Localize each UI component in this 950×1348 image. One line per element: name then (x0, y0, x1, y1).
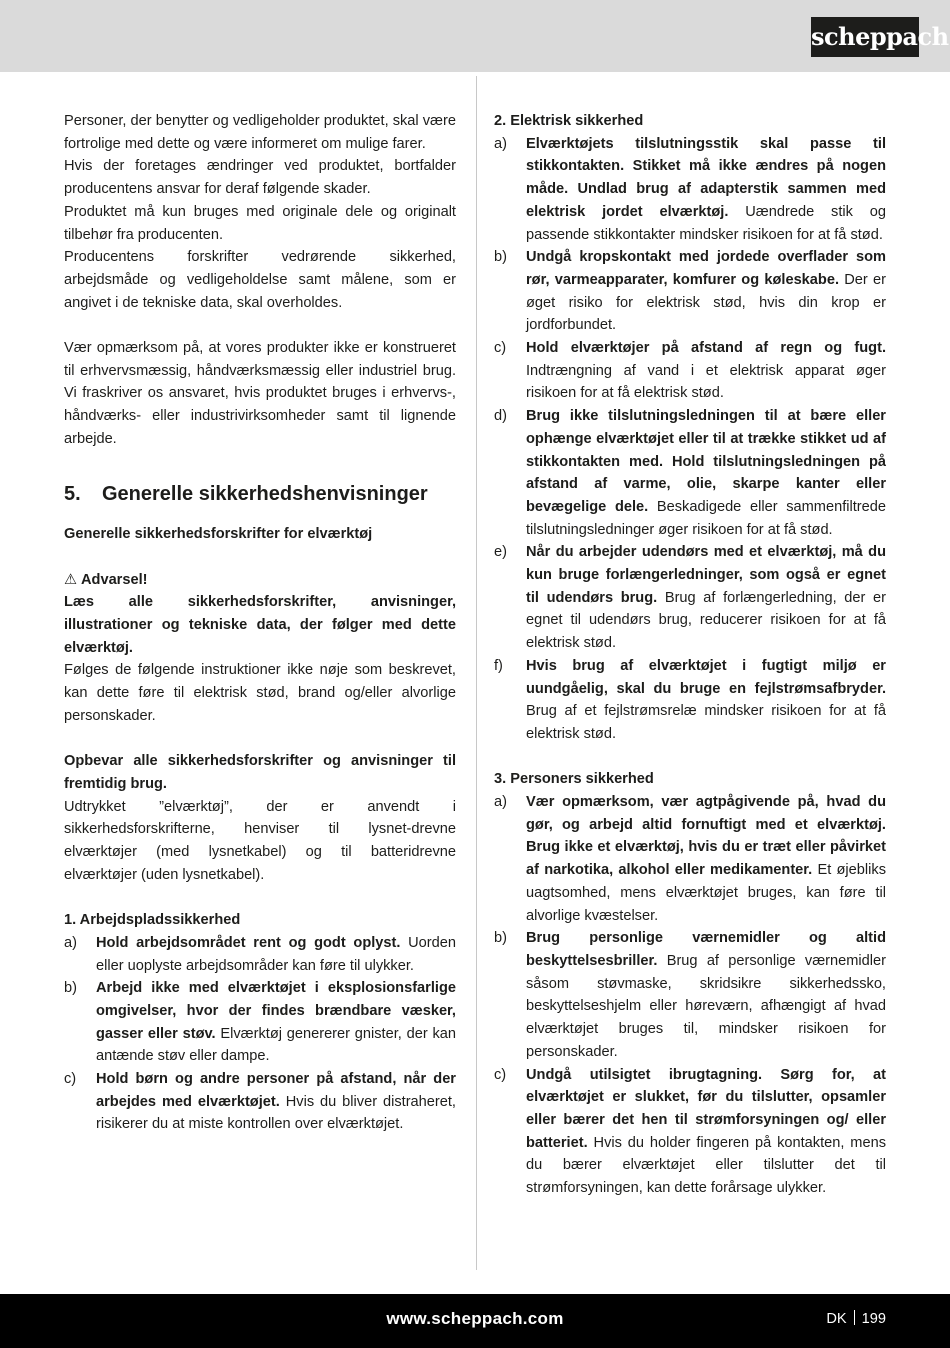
item-label: e) (494, 544, 507, 561)
item-label: b) (64, 980, 77, 997)
subsection-title: Generelle sikkerhedsforskrifter for elværktøj (64, 526, 373, 543)
item-label: b) (494, 930, 507, 947)
list-item (494, 337, 886, 405)
list-item (494, 133, 886, 247)
language-code: DK (826, 1311, 847, 1327)
warning-bold-text: Læs alle sikkerhedsforskrifter, anvisninger, illustrationer og tekniske data, der følger med dette elværktøj. (64, 594, 456, 656)
electric-safety-heading: 2. Elektrisk sikkerhed (494, 113, 644, 129)
left-column (64, 110, 456, 1136)
item-text: Der er øget risiko for elektrisk stød, hvis din krop er jordforbundet. (526, 271, 886, 334)
item-text: Brug af personlige værnemidler såsom støvmaske, skridsikre sikkerhedssko, beskyttelseshjelm eller høreværn, afhængigt af hvad elværktøjet bruges til, mindsker risikoen for personskader. (526, 953, 886, 1060)
item-bold: Hold børn og andre personer på afstand, når der arbejdes med elværktøjet. (96, 1071, 456, 1110)
column-divider (476, 76, 477, 1270)
section-number: 5. (64, 483, 81, 506)
item-bold: Arbejd ikke med elværktøjet i eksplosionsfarlige omgivelser, hvor der findes brændbare væsker, gasser eller støv. (96, 980, 456, 1042)
list-item (64, 977, 456, 1068)
warning-heading (64, 569, 456, 592)
item-label: f) (494, 657, 503, 674)
list-item (494, 655, 886, 746)
separator (854, 1310, 855, 1325)
intro-paragraph: Produktet må kun bruges med originale dele og originalt tilbehør fra producenten. (64, 203, 456, 243)
item-bold: Når du arbejder udendørs med et elværktøj, må du kun bruge forlængerledninger, som også er egnet til udendørs brug. (526, 544, 886, 606)
item-bold: Hold elværktøjer på afstand af regn og fugt. (526, 340, 886, 357)
item-bold: Hold arbejdsområdet rent og godt oplyst. (96, 934, 401, 951)
list-item (494, 541, 886, 655)
warning-text: Følges de følgende instruktioner ikke nøje som beskrevet, kan dette føre til elektrisk stød, brand og/eller alvorlige personskader. (64, 662, 456, 724)
page-number: 199 (861, 1311, 886, 1327)
item-bold: Brug personlige værnemidler og altid beskyttelsesbriller. (526, 930, 886, 969)
item-text: Beskadigede eller sammenfiltrede tilslutningsledninger øger risikoen for at få stød. (526, 498, 886, 538)
right-column (494, 110, 886, 1200)
item-label: c) (64, 1071, 77, 1088)
list-item (64, 1068, 456, 1136)
list-item (494, 791, 886, 927)
page-indicator (826, 1294, 886, 1344)
intro-paragraph: Producentens forskrifter vedrørende sikkerhed, arbejdsmåde og vedligeholdelse samt målene, som er angivet i de tekniske data, skal overholdes. (64, 249, 456, 311)
list-item (494, 927, 886, 1063)
intro-paragraph: Hvis der foretages ændringer ved produktet, bortfalder producentens ansvar for deraf følgende skader. (64, 158, 456, 198)
warning-label: Advarsel! (81, 571, 148, 588)
item-label: c) (494, 340, 507, 357)
item-bold: Elværktøjets tilslutningsstik skal passe til stikkontakten. Stikket må ikke ændres på nogen måde. Undlad brug af adapterstik sammen med elektrisk jordet elværktøj. (526, 135, 886, 220)
website-link[interactable]: www.scheppach.com (386, 1309, 564, 1328)
list-item (494, 246, 886, 337)
item-bold: Undgå kropskontakt med jordede overflader som rør, varmeapparater, komfurer og køleskabe. (526, 249, 886, 288)
item-label: c) (494, 1066, 507, 1083)
personal-safety-heading: 3. Personers sikkerhed (494, 771, 654, 788)
item-text: Uorden eller uoplyste arbejdsområder kan føre til ulykker. (96, 934, 456, 974)
list-item (494, 1064, 886, 1200)
section-title: Generelle sikkerhedshenvisninger (102, 483, 428, 506)
item-label: a) (494, 135, 507, 152)
item-text: Hvis du holder fingeren på kontakten, mens du bærer elværktøjet eller tilslutter det til strømforsyningen, kan dette forårsage ulykker. (526, 1134, 886, 1197)
list-item (64, 932, 456, 977)
scheppach-logo: scheppach (811, 17, 919, 57)
page-header (0, 0, 950, 72)
item-label: d) (494, 408, 507, 425)
item-bold: Vær opmærksom, vær agtpågivende på, hvad du gør, og arbejd altid fornuftigt med et elværktøj. Brug ikke et elværktøj, hvis du er træt eller påvirket af narkotika, alkohol eller medikamenter. (526, 794, 886, 879)
item-text: Et øjebliks uagtsomhed, mens elværktøjet bruges, kan føre til alvorlige kvæstelser. (526, 862, 886, 924)
item-text: Hvis du bliver distraheret, risikerer du at miste kontrollen over elværktøjet. (96, 1093, 456, 1133)
list-item (494, 405, 886, 541)
item-text: Elværktøj genererer gnister, der kan antænde støv eller dampe. (96, 1025, 456, 1065)
item-text: Brug af forlængerledning, der er egnet til udendørs brug, reducerer risikoen for at få elektrisk stød. (526, 589, 887, 652)
section-heading (64, 481, 456, 507)
keep-instructions-bold: Opbevar alle sikkerhedsforskrifter og anvisninger til fremtidig brug. (64, 753, 456, 792)
item-bold: Brug ikke tilslutningsledningen til at bære eller ophænge elværktøjet eller til at trække stikket ud af stikkontakten med. Hold tilslutningsledningen på afstand af varme, olie, skarpe kanter eller bevægelige dele. (526, 408, 886, 515)
warning-icon: ⚠ (64, 571, 78, 588)
intro-paragraph: Personer, der benytter og vedligeholder produktet, skal være fortrolige med dette og være informeret om mulige farer. (64, 113, 456, 152)
item-bold: Hvis brug af elværktøjet i fugtigt miljø er uundgåelig, skal du bruge en fejlstrømsafbryder. (526, 657, 886, 697)
usage-notice: Vær opmærksom på, at vores produkter ikke er konstrueret til erhvervsmæssig, håndværksmæssig eller industriel brug. Vi fraskriver os ansvaret, hvis produktet bruges i erhvervs-, håndværks- eller industrivirksomheder samt til lignende arbejde. (64, 340, 456, 447)
item-label: b) (494, 249, 507, 266)
item-text: Uændrede stik og passende stikkontakter mindsker risikoen for at få stød. (526, 203, 886, 243)
item-text: Indtrængning af vand i et elektrisk apparat øger risikoen for at få elektrisk stød. (526, 362, 886, 402)
item-bold: Undgå utilsigtet ibrugtagning. Sørg for, at elværktøjet er slukket, før du tilslutter, opsamler eller bærer det hen til strømforsyningen og/ eller batteriet. (526, 1066, 886, 1151)
page-footer (0, 1294, 950, 1348)
item-label: a) (64, 934, 77, 951)
work-safety-heading: 1. Arbejdspladssikkerhed (64, 912, 241, 929)
keep-instructions-text: Udtrykket ”elværktøj”, der er anvendt i sikkerhedsforskrifterne, henviser til lysnet-drevne elværktøjer (med lysnetkabel) og til batteridrevne elværktøjer (uden lysnetkabel). (64, 798, 456, 883)
item-label: a) (494, 794, 507, 811)
item-text: Brug af et fejlstrømsrelæ mindsker risikoen for at få elektrisk stød. (526, 703, 886, 742)
